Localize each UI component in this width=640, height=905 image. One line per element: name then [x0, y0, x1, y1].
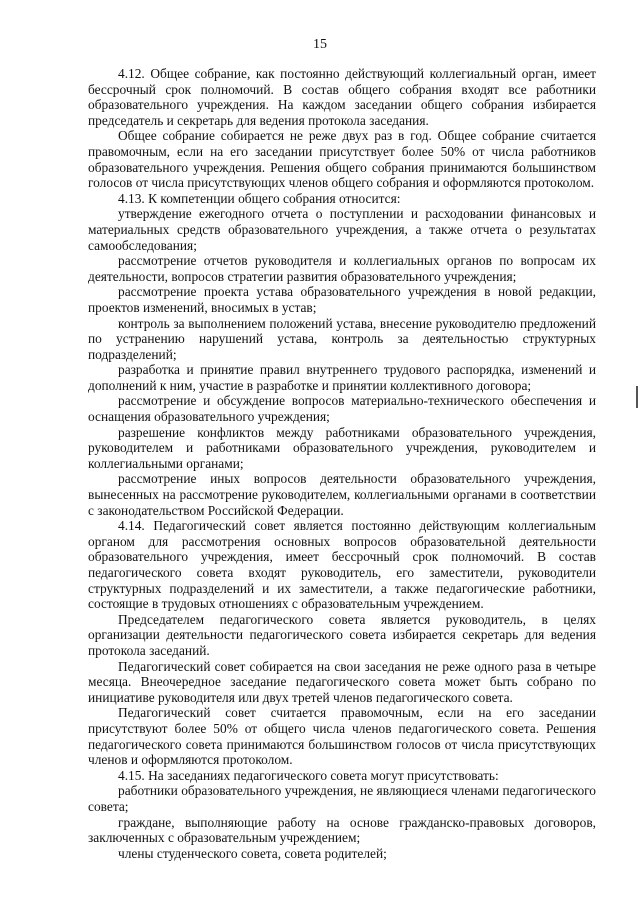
document-body [88, 66, 596, 861]
page-number: 15 [313, 37, 327, 52]
paragraph: Педагогический совет считается правомочным, если на его заседании присутствуют более 50% от общего числа членов педагогического совета. Решения педагогического совета принимаются большинством голосов от числа присутствующих членов и оформляются протоколом. [88, 705, 596, 768]
list-item: рассмотрение проекта устава образовательного учреждения в новой редакции, проектов изменений, вносимых в устав; [88, 284, 596, 315]
list-item: разрешение конфликтов между работниками образовательного учреждения, руководителем и работниками образовательного учреждения, руководителем и коллегиальными органами; [88, 424, 596, 471]
list-item: контроль за выполнением положений устава, внесение руководителю предложений по устранению нарушений устава, контроль за деятельностью структурных подразделений; [88, 315, 596, 362]
paragraph-4-13: 4.13. К компетенции общего собрания относится: [118, 190, 401, 206]
paragraph: Общее собрание собирается не реже двух раз в год. Общее собрание считается правомочным, если на его заседании присутствует более 50% от числа работников образовательного учреждения. Решения общего собрания принимаются большинством голосов от числа присутствующих членов общего собрания и оформляются протоколом. [88, 128, 596, 191]
paragraph-4-15: 4.15. На заседаниях педагогического совета могут присутствовать: [118, 767, 499, 783]
list-item: разработка и принятие правил внутреннего трудового распорядка, изменений и дополнений к ним, участие в разработке и принятии коллективного договора; [88, 362, 596, 393]
list-item: рассмотрение и обсуждение вопросов материально-технического обеспечения и оснащения образовательного учреждения; [88, 393, 596, 425]
paragraph-4-12: 4.12. Общее собрание, как постоянно действующий коллегиальный орган, имеет бессрочный срок полномочий. В состав общего собрания входят все работники образовательного учреждения. На каждом заседании общего собрания избирается председатель и секретарь для ведения протокола заседания. [88, 66, 596, 128]
paragraph: Председателем педагогического совета является руководитель, в целях организации деятельности педагогического совета избирается секретарь для ведения протокола заседаний. [88, 611, 596, 658]
list-item: рассмотрение иных вопросов деятельности образовательного учреждения, вынесенных на рассмотрение руководителем, коллегиальными органами в соответствии с законодательством Российской Федерации. [88, 471, 596, 518]
list-item: граждане, выполняющие работу на основе гражданско-правовых договоров, заключенных с образовательным учреждением; [88, 814, 596, 846]
list-item: работники образовательного учреждения, не являющиеся членами педагогического совета; [88, 783, 596, 814]
list-item: члены студенческого совета, совета родителей; [118, 845, 387, 861]
list-item: утверждение ежегодного отчета о поступлении и расходовании финансовых и материальных средств образовательного учреждения, а также отчета о результатах самообследования; [88, 206, 596, 253]
paragraph-4-14: 4.14. Педагогический совет является постоянно действующим коллегиальным органом для рассмотрения основных вопросов образовательной деятельности образовательного учреждения, имеет бессрочный срок полномочий. В состав педагогического совета входят руководитель, его заместители, руководители структурных подразделений и их заместители, а также педагогические работники, состоящие в трудовых отношениях с образовательным учреждением. [88, 518, 596, 612]
scan-edge-mark [636, 386, 638, 408]
list-item: рассмотрение отчетов руководителя и коллегиальных органов по вопросам их деятельности, вопросов стратегии развития образовательного учреждения; [88, 253, 596, 284]
paragraph: Педагогический совет собирается на свои заседания не реже одного раза в четыре месяца. Внеочередное заседание педагогического совета может быть собрано по инициативе руководителя или двух третей членов педагогического совета. [88, 658, 596, 705]
